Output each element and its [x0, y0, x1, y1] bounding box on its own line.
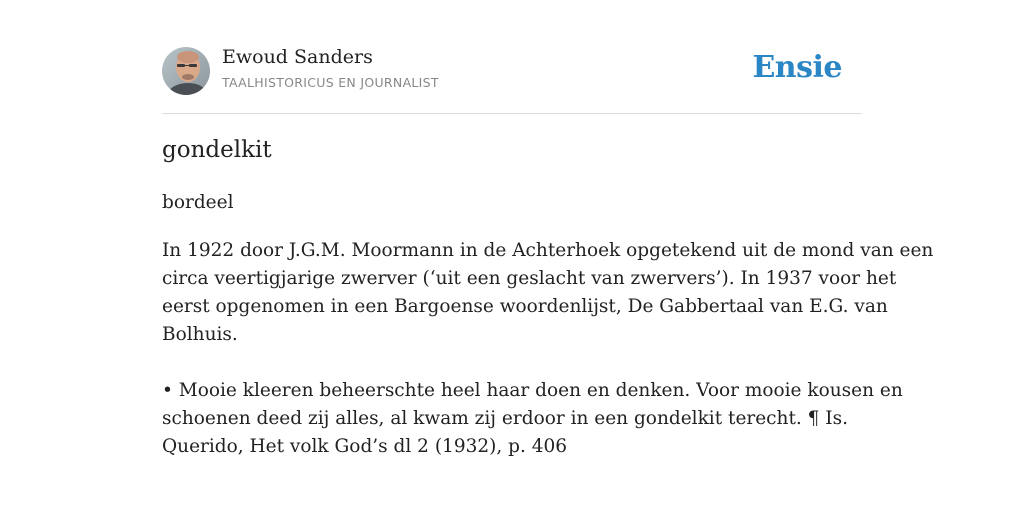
- paragraph-line: Querido, Het volk God’s dl 2 (1932), p. 406: [162, 436, 568, 457]
- paragraph-line: schoenen deed zij alles, al kwam zij erdoor in een gondelkit terecht. ¶ Is.: [162, 408, 848, 429]
- ensie-logo-link[interactable]: Ensie: [752, 50, 842, 85]
- etymology-paragraph: [162, 237, 934, 349]
- paragraph-line: In 1922 door J.G.M. Moormann in de Achterhoek opgetekend uit de mond van een: [162, 240, 934, 261]
- author-header: [162, 45, 862, 114]
- paragraph-line: Bolhuis.: [162, 324, 238, 345]
- entry-definition: bordeel: [162, 192, 234, 213]
- quotation-paragraph: [162, 377, 903, 461]
- paragraph-line: circa veertigjarige zwerver (‘uit een geslacht van zwervers’). In 1937 voor het: [162, 268, 897, 289]
- entry-body: [162, 237, 934, 489]
- author-name[interactable]: Ewoud Sanders: [222, 46, 373, 68]
- avatar-portrait-icon: [162, 47, 210, 95]
- author-role: TAALHISTORICUS EN JOURNALIST: [222, 75, 439, 90]
- entry-term: gondelkit: [162, 137, 272, 163]
- paragraph-line: eerst opgenomen in een Bargoense woordenlijst, De Gabbertaal van E.G. van: [162, 296, 888, 317]
- entry-card: [162, 45, 934, 457]
- author-avatar[interactable]: [162, 47, 210, 95]
- paragraph-line: • Mooie kleeren beheerschte heel haar doen en denken. Voor mooie kousen en: [162, 380, 903, 401]
